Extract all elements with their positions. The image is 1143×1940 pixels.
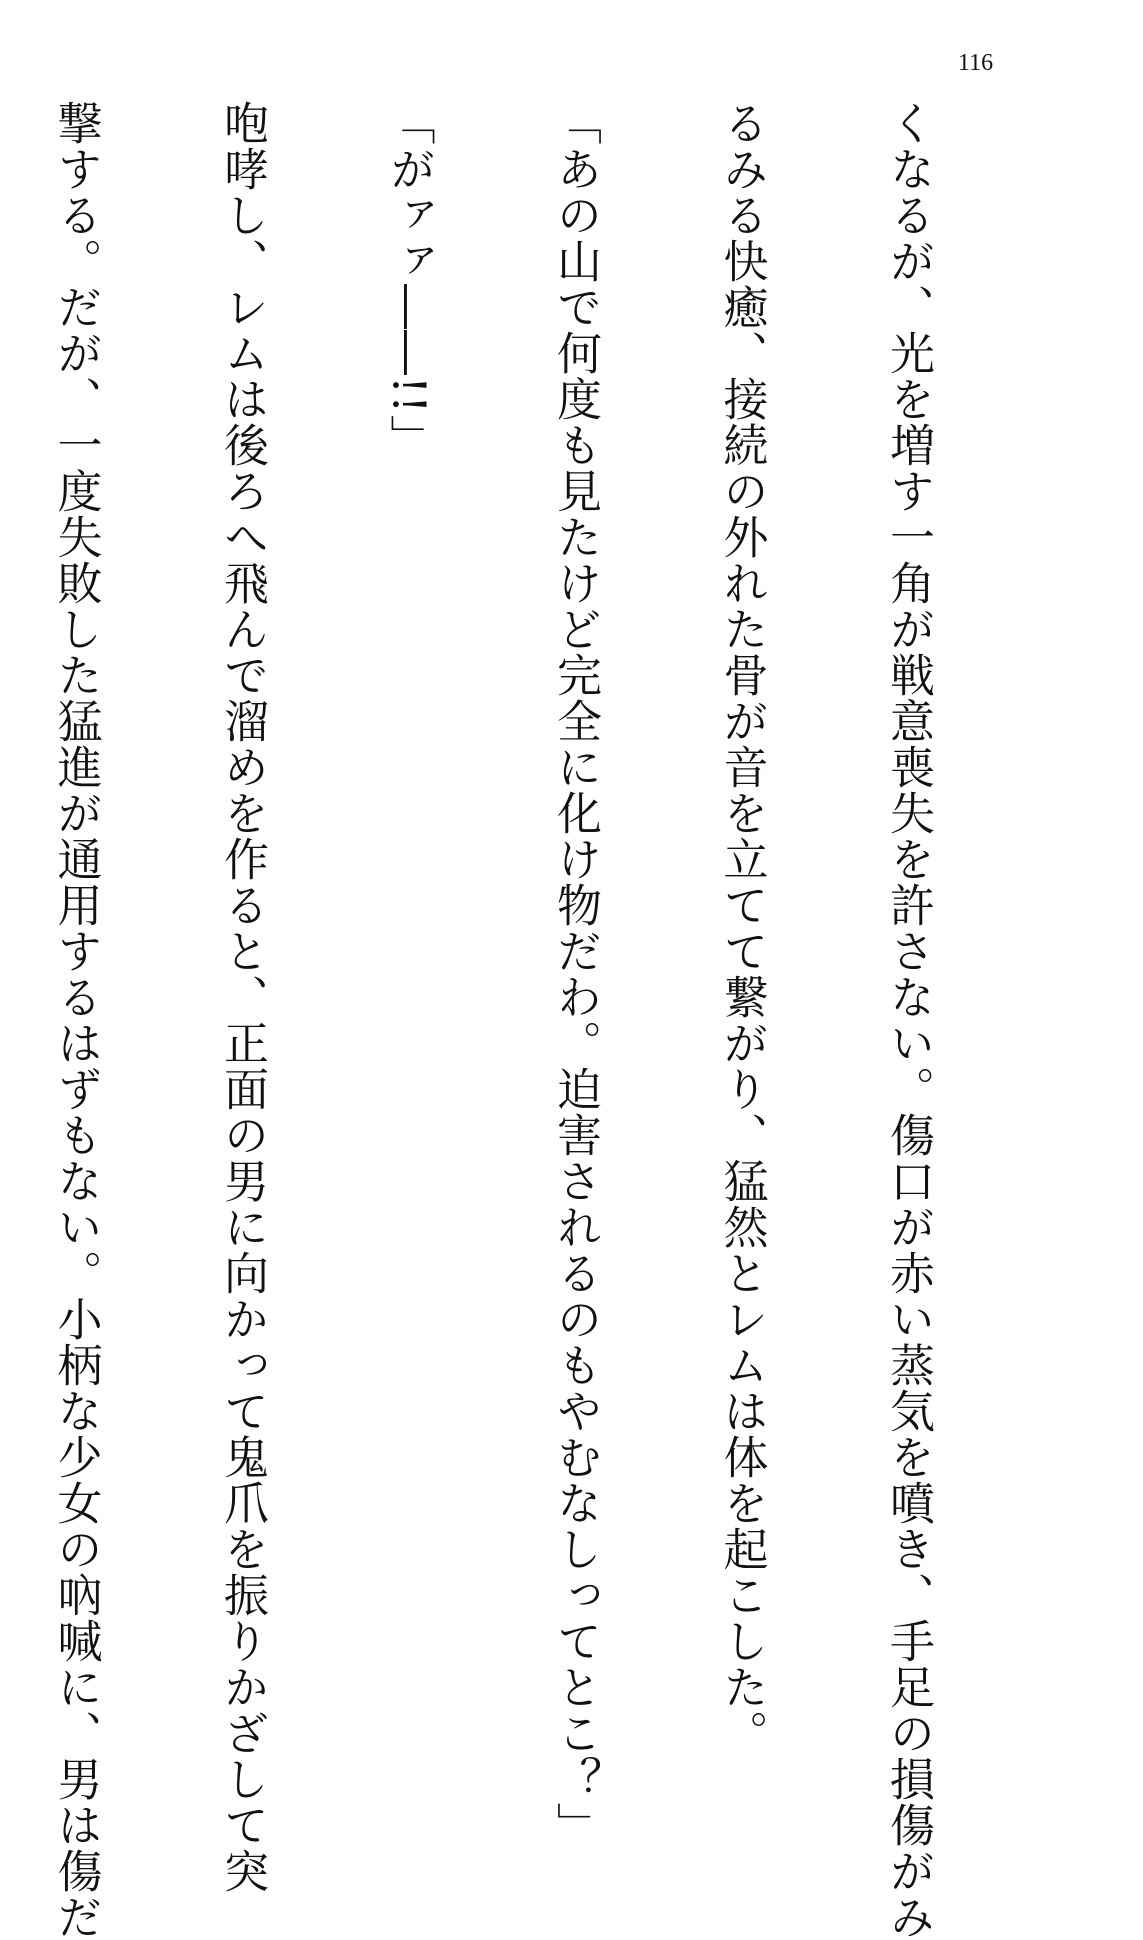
- text-line: 「がァァ――!!」: [382, 100, 436, 461]
- text-line: くなるが、光を増す一角が戦意喪失を許さない。傷口が赤い蒸気を噴き、手足の損傷がみ: [882, 100, 935, 1940]
- text-line: 「あの山で何度も見たけど完全に化け物だわ。迫害されるのもやむなしってとこ？」: [549, 100, 602, 1848]
- page-number: 116: [958, 50, 994, 76]
- text-line: るみる快癒、接続の外れた骨が音を立てて繋がり、猛然とレムは体を起こした。: [715, 100, 769, 1756]
- text-line: 咆哮し、レムは後ろへ飛んで溜めを作ると、正面の男に向かって鬼爪を振りかざして突: [216, 100, 269, 1894]
- text-line: 撃する。だが、一度失敗した猛進が通用するはずもない。小柄な少女の吶喊に、男は傷だ: [49, 100, 103, 1940]
- novel-body-text: [49, 100, 1047, 1940]
